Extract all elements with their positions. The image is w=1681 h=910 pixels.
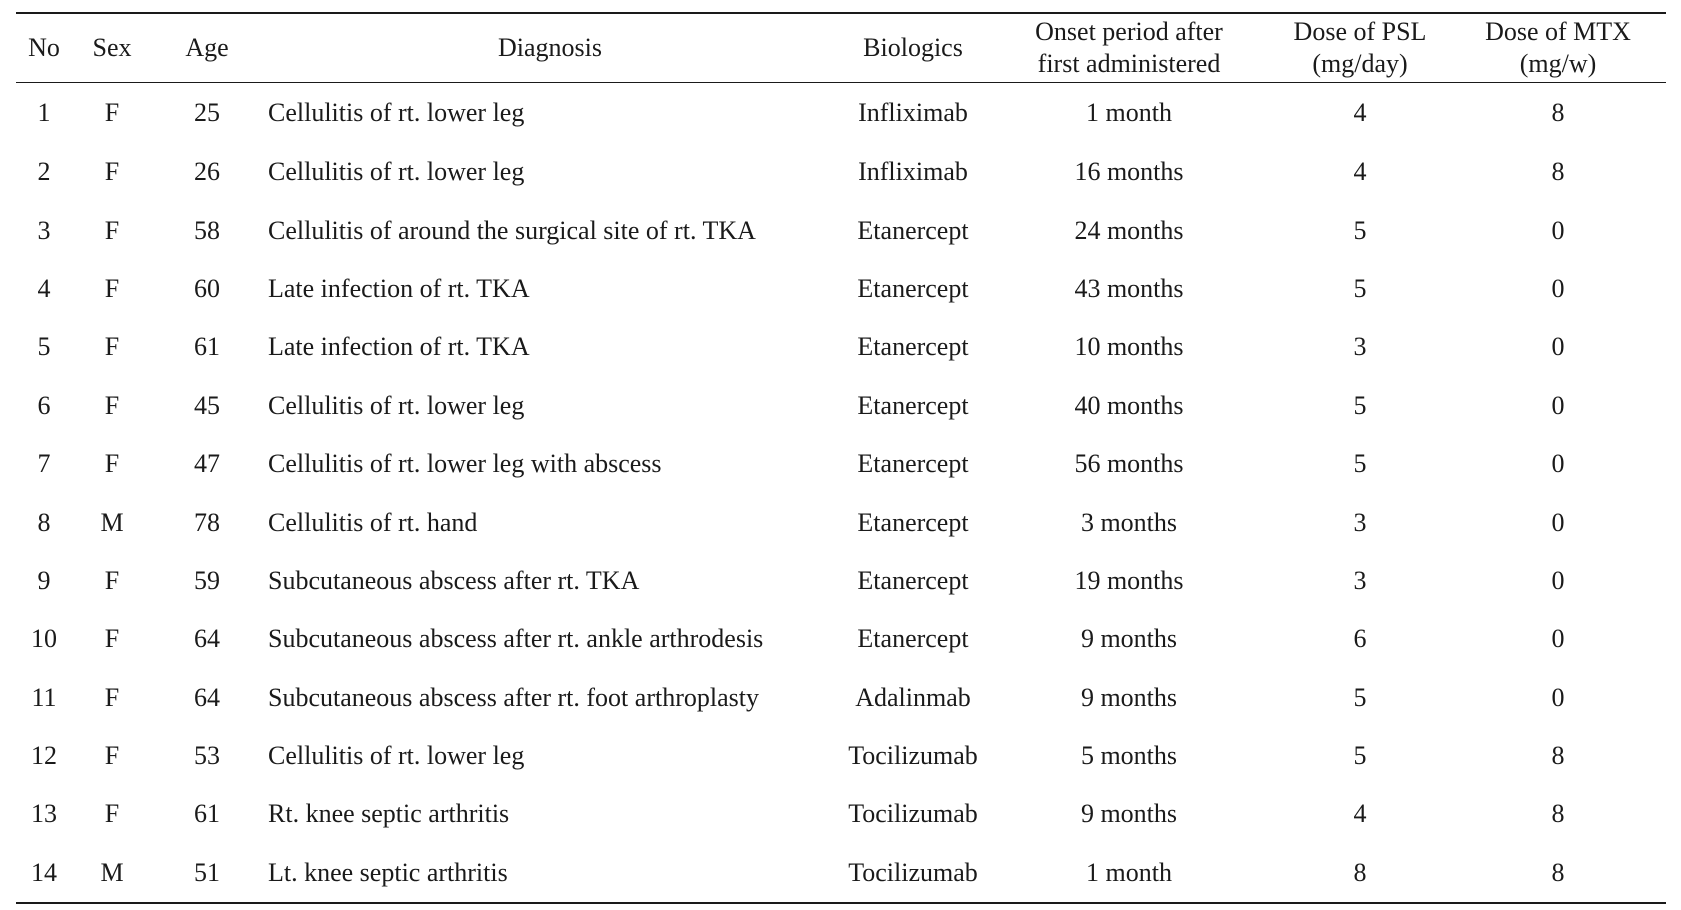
cell-no: 2 (37, 157, 51, 187)
cell-age: 61 (194, 799, 220, 829)
cell-psl: 3 (1353, 332, 1367, 362)
table-row (16, 844, 1666, 903)
cell-age: 25 (194, 98, 220, 127)
cell-diagnosis: Subcutaneous abscess after rt. ankle arthrodesis (268, 624, 764, 654)
header-onset-line1: Onset period after (1035, 17, 1223, 46)
cell-psl: 5 (1353, 682, 1367, 712)
cell-psl: 4 (1353, 157, 1367, 187)
cell-mtx: 8 (1551, 157, 1565, 187)
cell-mtx: 0 (1551, 565, 1565, 595)
cell-no: 6 (37, 390, 51, 420)
header-psl (1270, 13, 1450, 83)
cell-diagnosis: Cellulitis of rt. lower leg (268, 157, 525, 187)
cell-sex: F (104, 682, 120, 712)
header-diagnosis: Diagnosis (498, 33, 602, 62)
cell-psl: 5 (1353, 215, 1367, 245)
cell-age: 53 (194, 741, 220, 771)
header-mtx-line1: Dose of MTX (1485, 17, 1631, 46)
table-header (16, 13, 1666, 83)
cell-biologics: Etanercept (857, 332, 969, 362)
table-row (16, 785, 1666, 843)
cell-age: 51 (194, 857, 220, 887)
cell-mtx: 0 (1551, 273, 1565, 303)
cell-onset: 3 months (1080, 507, 1178, 537)
cell-sex: F (104, 215, 120, 245)
cell-diagnosis: Rt. knee septic arthritis (268, 799, 510, 829)
cell-onset: 1 month (1086, 857, 1172, 887)
cell-diagnosis: Late infection of rt. TKA (268, 332, 530, 362)
table-row (16, 143, 1666, 201)
cell-biologics: Etanercept (857, 273, 969, 303)
table-row (16, 435, 1666, 493)
header-onset (988, 13, 1270, 83)
cell-age: 60 (194, 273, 220, 303)
cell-mtx: 8 (1551, 857, 1565, 887)
header-row (16, 13, 1666, 83)
cell-no: 9 (37, 565, 51, 595)
cell-biologics: Infliximab (858, 157, 968, 187)
cell-psl: 5 (1353, 390, 1367, 420)
cell-no: 10 (31, 624, 57, 654)
cell-no: 13 (31, 799, 57, 829)
cell-sex: F (104, 741, 120, 771)
cell-no: 5 (37, 332, 51, 362)
cell-biologics: Tocilizumab (848, 857, 978, 887)
cell-psl: 3 (1353, 507, 1367, 537)
header-mtx-line2: (mg/w) (1519, 49, 1597, 78)
cell-biologics: Tocilizumab (848, 741, 978, 771)
cell-sex: F (104, 799, 120, 829)
header-sex: Sex (92, 33, 132, 62)
cell-biologics: Adalinmab (855, 682, 971, 712)
cell-diagnosis: Subcutaneous abscess after rt. TKA (268, 565, 640, 595)
cell-diagnosis: Cellulitis of rt. lower leg (268, 98, 525, 127)
table-row (16, 83, 1666, 144)
cell-diagnosis: Cellulitis of around the surgical site of rt. TKA (268, 215, 756, 245)
table-row (16, 552, 1666, 610)
cell-sex: F (104, 157, 120, 187)
cell-onset: 24 months (1074, 215, 1184, 245)
cell-onset: 5 months (1080, 741, 1178, 771)
cell-diagnosis: Subcutaneous abscess after rt. foot arthroplasty (268, 682, 759, 712)
cell-sex: F (104, 449, 120, 479)
header-biologics: Biologics (863, 33, 963, 62)
cell-psl: 4 (1353, 799, 1367, 829)
cell-no: 1 (37, 98, 51, 127)
cell-onset: 19 months (1074, 565, 1184, 595)
cell-psl: 4 (1353, 98, 1367, 127)
cell-mtx: 0 (1551, 449, 1565, 479)
cell-no: 8 (37, 507, 51, 537)
cell-sex: F (104, 273, 120, 303)
header-mtx (1450, 13, 1666, 83)
cell-age: 59 (194, 565, 220, 595)
cell-diagnosis: Lt. knee septic arthritis (268, 857, 508, 887)
cell-mtx: 0 (1551, 332, 1565, 362)
cell-age: 45 (194, 390, 220, 420)
cell-no: 4 (37, 273, 51, 303)
patient-infection-table (16, 12, 1666, 904)
cell-mtx: 0 (1551, 507, 1565, 537)
cell-age: 64 (194, 682, 220, 712)
cell-biologics: Etanercept (857, 449, 969, 479)
table-row (16, 669, 1666, 727)
cell-psl: 5 (1353, 449, 1367, 479)
cell-sex: F (104, 390, 120, 420)
cell-biologics: Infliximab (858, 98, 968, 127)
cell-age: 78 (194, 507, 220, 537)
table-row (16, 610, 1666, 668)
cell-mtx: 8 (1551, 98, 1565, 127)
cell-mtx: 0 (1551, 624, 1565, 654)
table-row (16, 201, 1666, 259)
cell-psl: 5 (1353, 741, 1367, 771)
cell-onset: 9 months (1080, 799, 1178, 829)
table-row (16, 260, 1666, 318)
cell-sex: F (104, 624, 120, 654)
cell-psl: 5 (1353, 273, 1367, 303)
cell-diagnosis: Cellulitis of rt. lower leg (268, 390, 525, 420)
cell-sex: M (100, 857, 124, 887)
header-psl-line1: Dose of PSL (1293, 17, 1427, 46)
cell-sex: F (104, 332, 120, 362)
table-body (16, 83, 1666, 904)
cell-psl: 8 (1353, 857, 1367, 887)
patient-table-container (16, 12, 1666, 904)
cell-onset: 40 months (1074, 390, 1184, 420)
cell-mtx: 8 (1551, 741, 1565, 771)
cell-age: 64 (194, 624, 220, 654)
cell-diagnosis: Late infection of rt. TKA (268, 273, 530, 303)
cell-biologics: Etanercept (857, 390, 969, 420)
cell-diagnosis: Cellulitis of rt. lower leg with abscess (268, 449, 662, 479)
cell-mtx: 8 (1551, 799, 1565, 829)
cell-onset: 9 months (1080, 624, 1178, 654)
cell-sex: F (104, 565, 120, 595)
cell-onset: 10 months (1074, 332, 1184, 362)
cell-onset: 16 months (1074, 157, 1184, 187)
cell-onset: 1 month (1086, 98, 1172, 127)
table-row (16, 727, 1666, 785)
cell-no: 12 (31, 741, 57, 771)
header-age: Age (185, 33, 229, 62)
cell-diagnosis: Cellulitis of rt. hand (268, 507, 478, 537)
table-row (16, 377, 1666, 435)
cell-biologics: Etanercept (857, 507, 969, 537)
cell-no: 3 (37, 215, 51, 245)
header-onset-line2: first administered (1037, 49, 1221, 78)
cell-biologics: Etanercept (857, 624, 969, 654)
cell-psl: 3 (1353, 565, 1367, 595)
cell-mtx: 0 (1551, 682, 1565, 712)
cell-onset: 9 months (1080, 682, 1178, 712)
cell-age: 61 (194, 332, 220, 362)
cell-biologics: Tocilizumab (848, 799, 978, 829)
cell-no: 14 (31, 857, 57, 887)
cell-mtx: 0 (1551, 215, 1565, 245)
cell-diagnosis: Cellulitis of rt. lower leg (268, 741, 525, 771)
cell-age: 47 (194, 449, 220, 479)
table-row (16, 493, 1666, 551)
cell-sex: M (100, 507, 124, 537)
cell-no: 11 (31, 682, 57, 712)
header-psl-line2: (mg/day) (1312, 49, 1408, 78)
cell-mtx: 0 (1551, 390, 1565, 420)
cell-sex: F (104, 98, 120, 127)
cell-psl: 6 (1353, 624, 1367, 654)
cell-age: 58 (194, 215, 220, 245)
cell-onset: 43 months (1074, 273, 1184, 303)
cell-biologics: Etanercept (857, 215, 969, 245)
cell-onset: 56 months (1074, 449, 1184, 479)
cell-no: 7 (37, 449, 51, 479)
table-row (16, 318, 1666, 376)
cell-age: 26 (194, 157, 220, 187)
header-no: No (28, 33, 60, 62)
cell-biologics: Etanercept (857, 565, 969, 595)
